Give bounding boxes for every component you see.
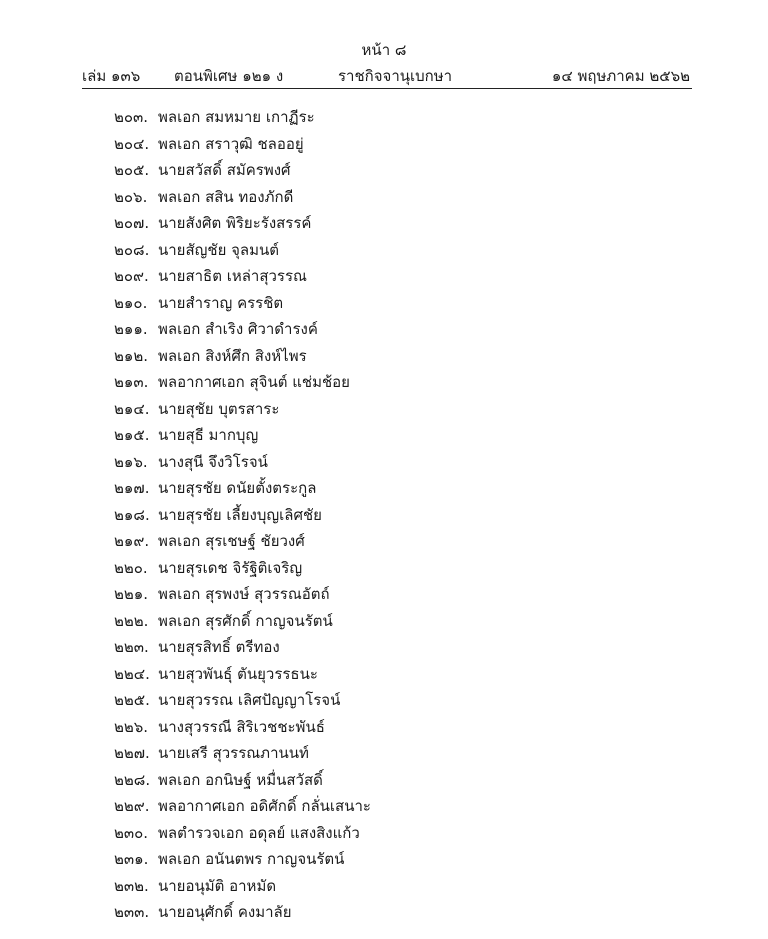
list-item [114, 714, 674, 741]
entry-name: พลเอก สำเริง ศิวาดำรงค์ [158, 320, 318, 338]
entry-name: นายอนุมัติ อาหมัด [158, 876, 277, 895]
list-item [114, 316, 674, 343]
list-item [114, 793, 674, 820]
entry-number: ๒๑๓. [114, 373, 149, 391]
list-item [114, 820, 674, 847]
entry-name: พลเอก สิงห์ศึก สิงห์ไพร [158, 346, 307, 365]
list-item [114, 661, 674, 688]
header-date: ๑๔ พฤษภาคม ๒๕๖๒ [551, 67, 690, 85]
entry-number: ๒๓๐. [114, 823, 149, 842]
list-item [114, 422, 674, 449]
entry-number: ๒๒๑. [114, 585, 149, 603]
entry-name: นายสุวรรณ เลิศปัญญาโรจน์ [158, 691, 341, 709]
entry-name: พลเอก สราวุฒิ ชลออยู่ [158, 134, 304, 153]
list-item [114, 475, 674, 502]
entry-number: ๒๐๗. [114, 214, 150, 232]
entry-number: ๒๒๒. [114, 611, 149, 630]
entry-number: ๒๑๕. [114, 426, 150, 444]
entry-name: พลเอก สสิน ทองภักดี [158, 187, 294, 206]
entry-number: ๒๒๘. [114, 770, 151, 789]
header-gazette-title: ราชกิจจานุเบกษา [338, 67, 453, 85]
entry-name: พลเอก สุรศักดิ์ กาญจนรัตน์ [158, 611, 333, 630]
entry-number: ๒๒๐. [114, 558, 148, 577]
header-divider [82, 88, 692, 89]
list-item [114, 210, 674, 237]
entry-number: ๒๑๐. [114, 293, 148, 312]
list-item [114, 555, 674, 582]
entry-number: ๒๒๓. [114, 638, 149, 656]
entry-name: นายสุรชัย เลี้ยงบุญเลิศชัย [158, 505, 322, 524]
name-list [114, 104, 674, 926]
list-item [114, 846, 674, 873]
list-item [114, 581, 674, 608]
entry-name: นายสุวพันธุ์ ตันยุวรรธนะ [158, 664, 318, 683]
list-item [114, 237, 674, 264]
list-item [114, 528, 674, 555]
list-item [114, 767, 674, 794]
entry-number: ๒๐๖. [114, 187, 148, 206]
entry-name: นายสุรชัย ดนัยตั้งตระกูล [158, 479, 317, 497]
entry-number: ๒๑๗. [114, 479, 150, 497]
entry-number: ๒๓๒. [114, 876, 149, 895]
entry-name: พลอากาศเอก อดิศักดิ์ กลั่นเสนาะ [158, 797, 371, 815]
entry-name: นายสาธิต เหล่าสุวรรณ [158, 267, 307, 285]
entry-number: ๒๒๖. [114, 717, 149, 736]
entry-number: ๒๑๔. [114, 399, 150, 418]
entry-number: ๒๐๓. [114, 108, 149, 126]
entry-name: พลเอก สุรพงษ์ สุวรรณอัตถ์ [158, 585, 330, 603]
entry-number: ๒๑๘. [114, 505, 150, 524]
entry-name: นายเสรี สุวรรณภานนท์ [158, 744, 309, 762]
header-issue: ตอนพิเศษ ๑๒๑ ง [174, 67, 284, 85]
entry-name: นายสัญชัย จุลมนต์ [158, 240, 280, 259]
entry-name: นายสุรเดช จิรัฐิติเจริญ [158, 558, 303, 577]
list-item [114, 263, 674, 290]
entry-name: นายสังศิต พิริยะรังสรรค์ [158, 214, 312, 232]
entry-name: พลเอก สุรเชษฐ์ ชัยวงศ์ [158, 532, 305, 550]
entry-name: พลอากาศเอก สุจินต์ แช่มช้อย [158, 373, 350, 391]
list-item [114, 290, 674, 317]
entry-number: ๒๐๘. [114, 240, 150, 259]
header-volume: เล่ม ๑๓๖ [82, 67, 141, 85]
entry-name: พลเอก อนันตพร กาญจนรัตน์ [158, 850, 345, 868]
entry-name: นายสุชัย บุตรสาระ [158, 399, 280, 418]
list-item [114, 899, 674, 926]
list-item [114, 608, 674, 635]
entry-number: ๒๑๒. [114, 346, 149, 365]
list-item [114, 343, 674, 370]
entry-name: พลตำรวจเอก อดุลย์ แสงสิงแก้ว [158, 823, 360, 842]
list-item [114, 449, 674, 476]
entry-number: ๒๐๕. [114, 161, 150, 179]
list-item [114, 184, 674, 211]
list-item [114, 740, 674, 767]
entry-number: ๒๐๙. [114, 267, 149, 285]
list-item [114, 634, 674, 661]
entry-name: นายสวัสดิ์ สมัครพงศ์ [158, 161, 291, 179]
entry-name: นายสุธี มากบุญ [158, 426, 259, 444]
list-item [114, 502, 674, 529]
entry-name: นางสุนี จึงวิโรจน์ [158, 452, 268, 471]
list-item [114, 873, 674, 900]
entry-number: ๒๒๗. [114, 744, 150, 762]
entry-number: ๒๒๔. [114, 664, 150, 683]
entry-number: ๒๒๕. [114, 691, 150, 709]
list-item [114, 157, 674, 184]
list-item [114, 687, 674, 714]
entry-name: นายอนุศักดิ์ คงมาลัย [158, 903, 292, 921]
entry-name: นางสุวรรณี สิริเวชชะพันธ์ [158, 717, 325, 736]
entry-number: ๒๓๓. [114, 903, 150, 921]
entry-number: ๒๒๙. [114, 797, 150, 815]
entry-name: พลเอก อกนิษฐ์ หมื่นสวัสดิ์ [158, 770, 323, 789]
list-item [114, 104, 674, 131]
entry-name: พลเอก สมหมาย เกาฏีระ [158, 108, 315, 126]
entry-name: นายสุรสิทธิ์ ตรีทอง [158, 638, 280, 656]
entry-number: ๒๑๙. [114, 532, 150, 550]
list-item [114, 369, 674, 396]
list-item [114, 131, 674, 158]
page-number: หน้า ๘ [361, 41, 407, 59]
entry-number: ๒๑๖. [114, 452, 148, 471]
list-item [114, 396, 674, 423]
gazette-header [82, 64, 690, 86]
entry-number: ๒๓๑. [114, 850, 149, 868]
entry-name: นายสำราญ ครรชิต [158, 293, 284, 312]
entry-number: ๒๑๑. [114, 320, 148, 338]
entry-number: ๒๐๔. [114, 134, 150, 153]
